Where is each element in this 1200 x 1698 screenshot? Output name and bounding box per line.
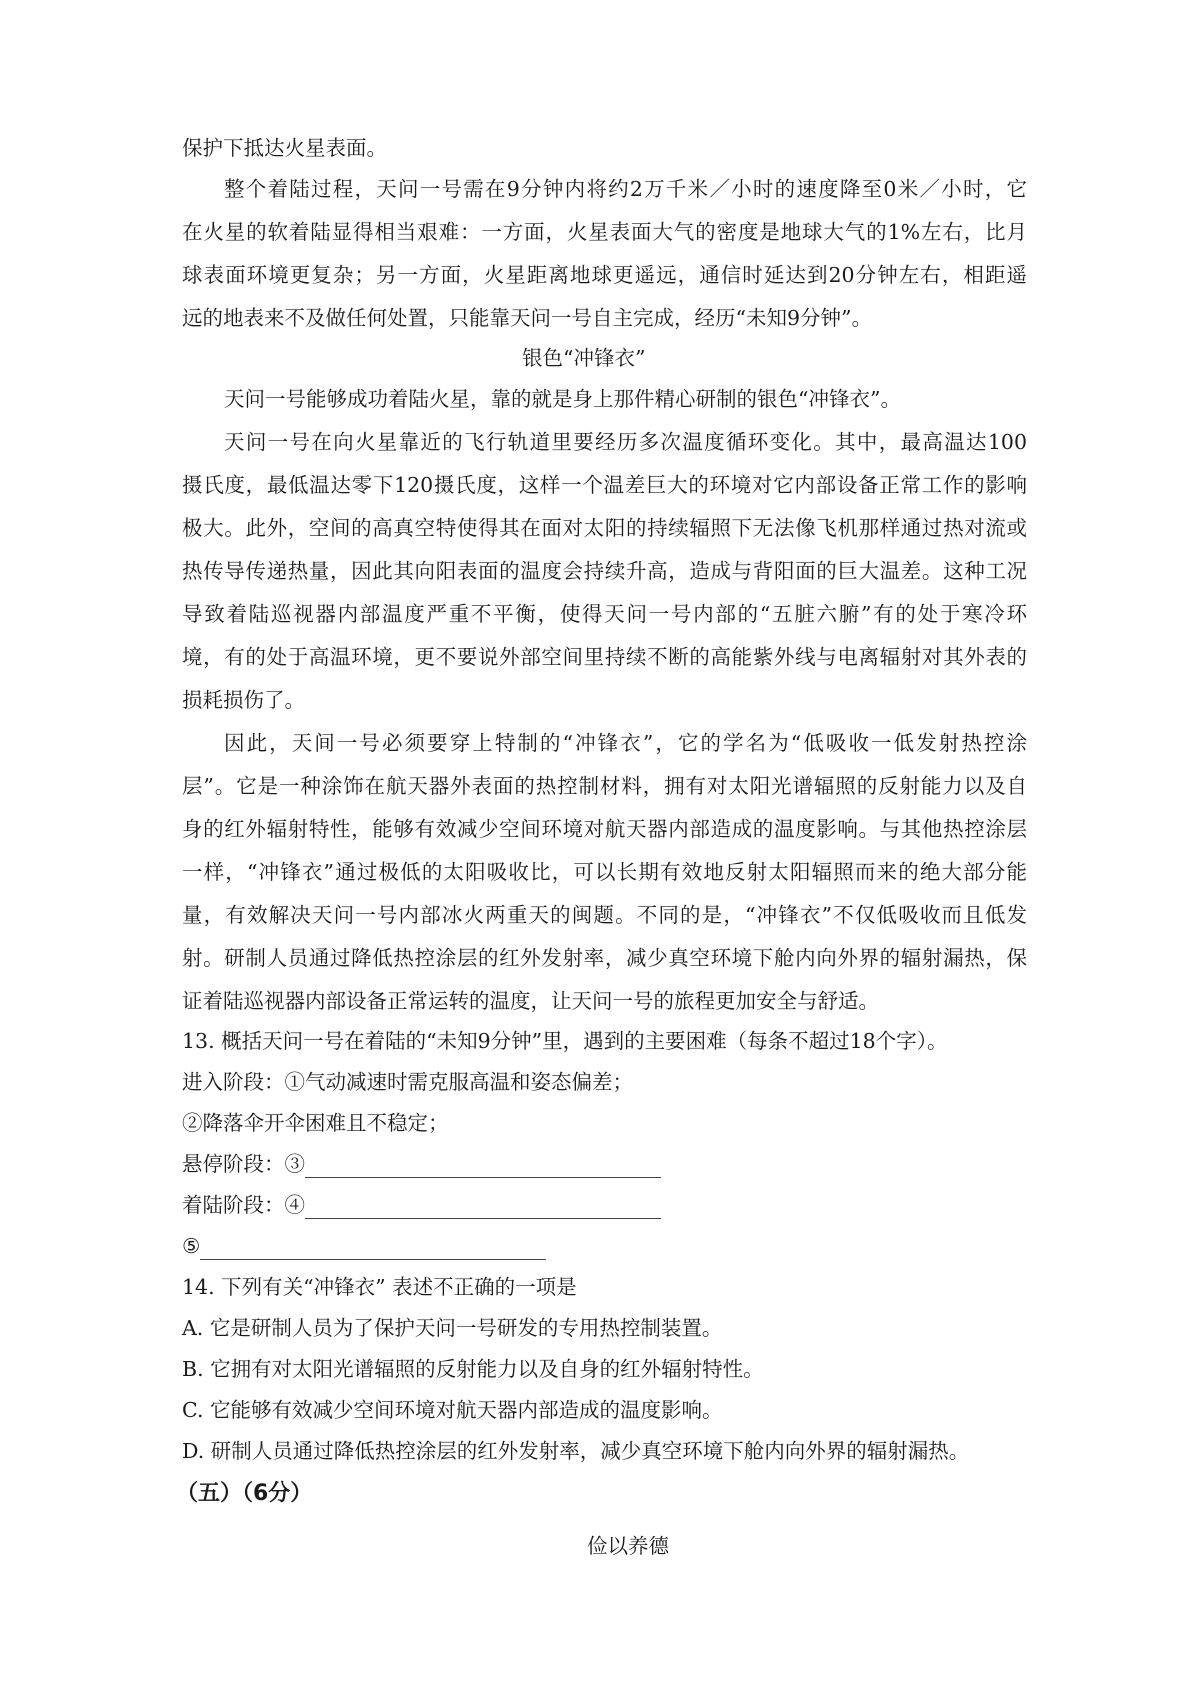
paragraph-line: 整个着陆过程，天问一号需在9分钟内将约2万千米／小时的速度降至0米／小时，它 (224, 177, 1027, 201)
paragraph-line: 在火星的软着陆显得相当艰难：一方面，火星表面大气的密度是地球大气的1%左右，比月 (182, 220, 1027, 244)
section-5-title: 俭以养德 (587, 1534, 669, 1558)
question-13-parachute: ②降落伞开伞困难且不稳定； (182, 1111, 449, 1135)
question-13-landing-stage (182, 1191, 661, 1219)
answer-blank-3[interactable] (305, 1157, 661, 1178)
paragraph-line: 层”。它是一种涂饰在航天器外表面的热控制材料，拥有对太阳光谱辐照的反射能力以及自 (182, 774, 1027, 798)
paragraph-line: 量，有效解决天问一号内部冰火两重天的闽题。不同的是，“冲锋衣”不仅低吸收而且低发 (182, 903, 1027, 927)
paragraph-line: 境，有的处于高温环境，更不要说外部空间里持续不断的高能紫外线与电离辐射对其外表的 (182, 645, 1027, 669)
option-d[interactable]: D. 研制人员通过降低热控涂层的红外发射率，减少真空环境下舱内向外界的辐射漏热。 (182, 1439, 970, 1463)
paragraph-line: 极大。此外，空间的高真空特使得其在面对太阳的持续辐照下无法像飞机那样通过热对流或 (182, 516, 1027, 540)
section-title: 银色“冲锋衣” (522, 346, 646, 370)
paragraph-line: 身的红外辐射特性，能够有效减少空间环境对航天器内部造成的温度影响。与其他热控涂层 (182, 817, 1027, 841)
paragraph-line: 远的地表来不及做任何处置，只能靠天问一号自主完成，经历“未知9分钟”。 (182, 306, 873, 330)
answer-blank-4[interactable] (305, 1198, 661, 1219)
paragraph-line: 证着陆巡视器内部设备正常运转的温度，让天问一号的旅程更加安全与舒适。 (182, 989, 879, 1013)
paragraph-line: 导致着陆巡视器内部温度严重不平衡，使得天问一号内部的“五脏六腑”有的处于寒冷环 (182, 602, 1027, 626)
option-b[interactable]: B. 它拥有对太阳光谱辐照的反射能力以及自身的红外辐射特性。 (182, 1357, 764, 1381)
paragraph-line: 射。研制人员通过降低热控涂层的红外发射率，减少真空环境下舱内向外界的辐射漏热，保 (182, 946, 1027, 970)
paragraph-line: 球表面环境更复杂；另一方面，火星距离地球更遥远，通信时延达到20分钟左右，相距遥 (182, 263, 1027, 287)
question-13-entry-stage: 进入阶段：①气动减速时需克服高温和姿态偏差； (182, 1070, 633, 1094)
hover-stage-label: 悬停阶段：③ (182, 1152, 305, 1176)
item-5-label: ⑤ (182, 1234, 201, 1258)
paragraph-line: 因此，天间一号必须要穿上特制的“冲锋衣”，它的学名为“低吸收一低发射热控涂 (224, 731, 1027, 755)
question-13-hover-stage (182, 1150, 661, 1178)
paragraph-line: 天问一号能够成功着陆火星，靠的就是身上那件精心研制的银色“冲锋衣”。 (224, 387, 901, 411)
paragraph-line: 热传导传递热量，因此其向阳表面的温度会持续升高，造成与背阳面的巨大温差。这种工况 (182, 559, 1027, 583)
question-14-stem: 14. 下列有关“冲锋衣” 表述不正确的一项是 (182, 1275, 577, 1299)
question-13-stem: 13. 概括天问一号在着陆的“未知9分钟”里，遇到的主要困难（每条不超过18个字）。 (182, 1029, 948, 1053)
answer-blank-5[interactable] (200, 1239, 546, 1260)
paragraph-line: 摄氏度，最低温达零下120摄氏度，这样一个温差巨大的环境对它内部设备正常工作的影响 (182, 473, 1027, 497)
paragraph-line: 一样，“冲锋衣”通过极低的太阳吸收比，可以长期有效地反射太阳辐照而来的绝大部分能 (182, 860, 1027, 884)
option-c[interactable]: C. 它能够有效减少空间环境对航天器内部造成的温度影响。 (182, 1398, 723, 1422)
paragraph-line: 损耗损伤了。 (182, 688, 305, 712)
question-13-item-5 (182, 1232, 546, 1260)
section-5-heading: （五）（6分） (176, 1481, 313, 1506)
intro-tail: 保护下抵达火星表面。 (182, 136, 387, 160)
option-a[interactable]: A. 它是研制人员为了保护天问一号研发的专用热控制装置。 (182, 1316, 723, 1340)
landing-stage-label: 着陆阶段：④ (182, 1193, 305, 1217)
paragraph-line: 天问一号在向火星靠近的飞行轨道里要经历多次温度循环变化。其中，最高温达100 (224, 430, 1027, 454)
